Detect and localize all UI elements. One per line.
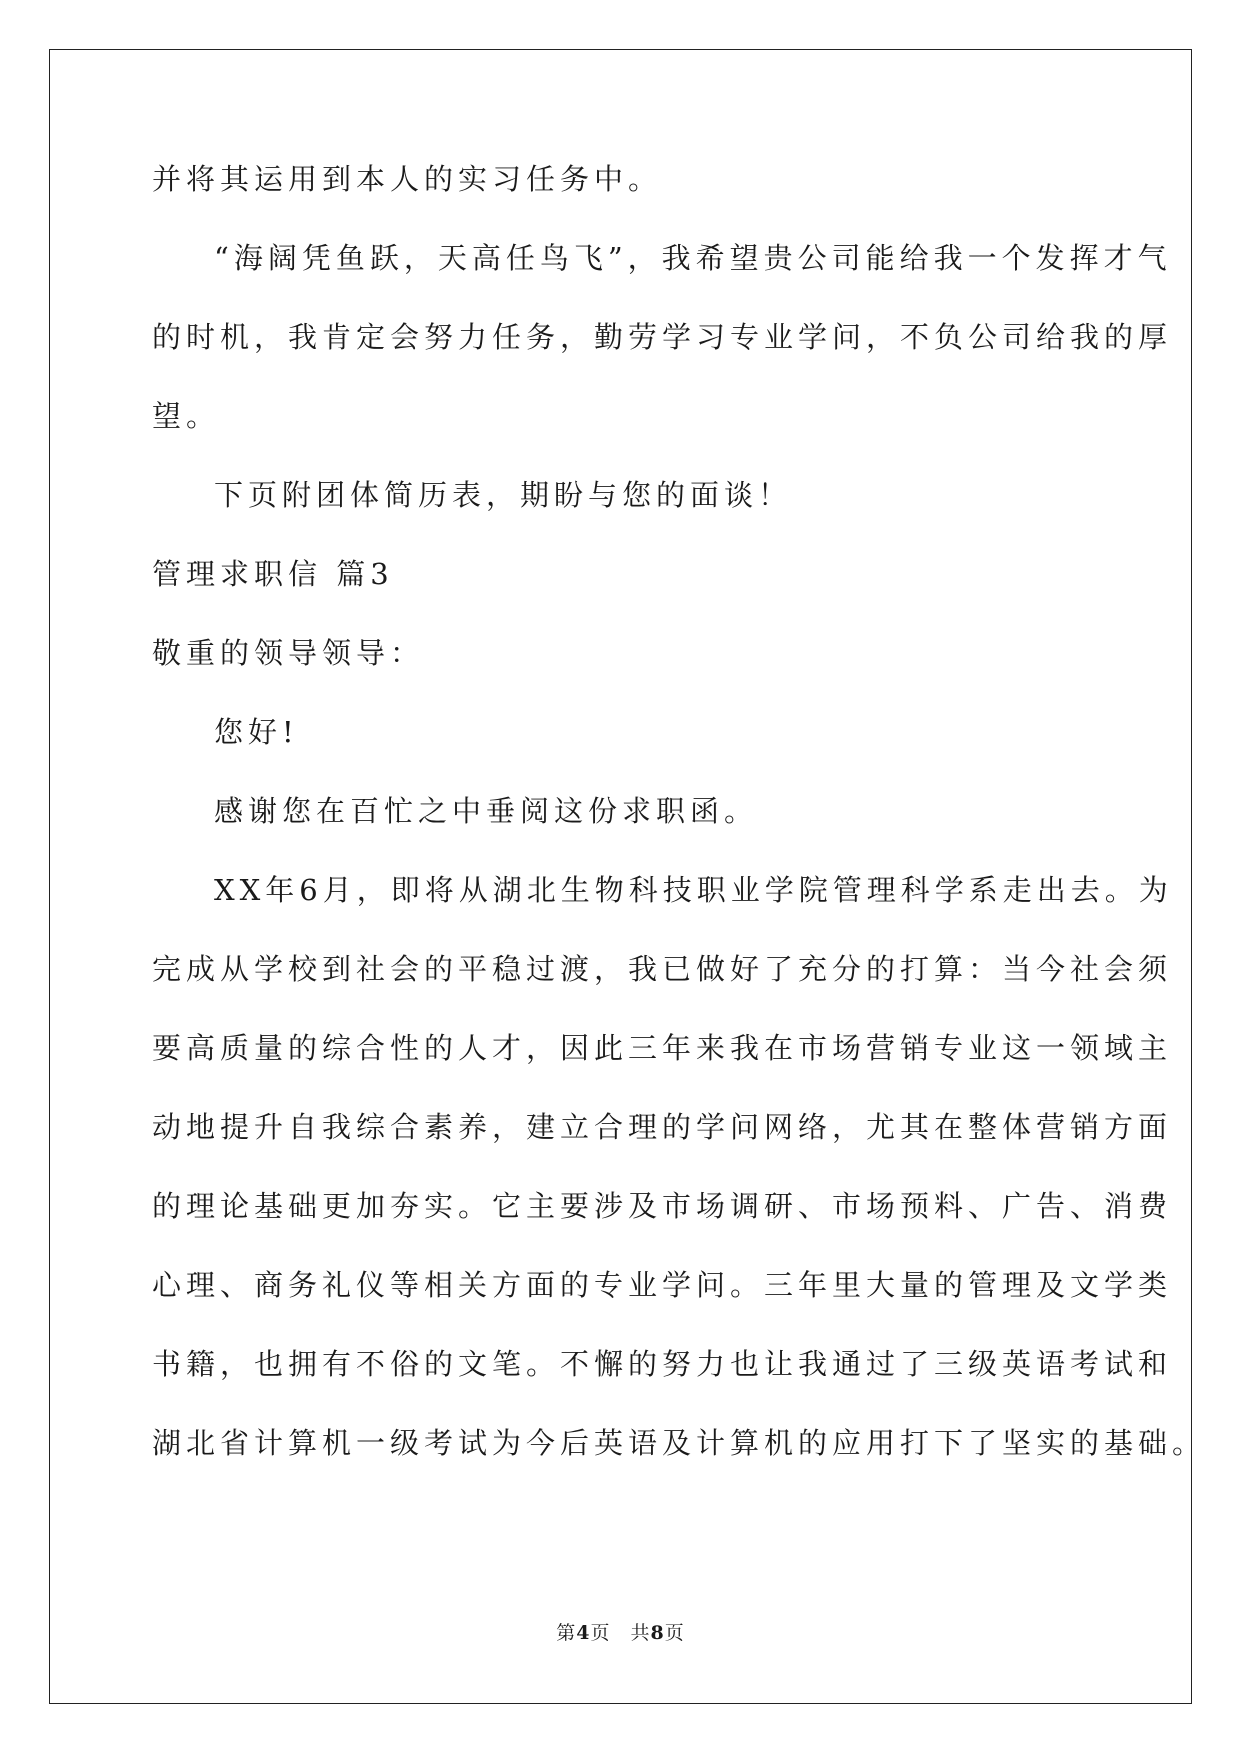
paragraph-line: “海阔凭鱼跃，天高任鸟飞”，我希望贵公司能给我一个发挥才气 (214, 241, 1172, 275)
paragraph-line: 的理论基础更加夯实。它主要涉及市场调研、市场预料、广告、消费 (152, 1189, 1173, 1223)
paragraph-line: 要高质量的综合性的人才，因此三年来我在市场营销专业这一领域主 (152, 1031, 1173, 1065)
paragraph-line: 并将其运用到本人的实习任务中。 (152, 162, 663, 196)
footer-prefix: 第 (556, 1622, 577, 1644)
footer-suffix: 页 (664, 1622, 685, 1644)
page-footer (0, 1618, 1241, 1645)
paragraph-line: 的时机，我肯定会努力任务，勤劳学习专业学问，不负公司给我的厚 (152, 320, 1173, 354)
paragraph-line: 心理、商务礼仪等相关方面的专业学问。三年里大量的管理及文学类 (152, 1268, 1173, 1302)
paragraph-line: 望。 (152, 399, 221, 433)
paragraph-line: 湖北省计算机一级考试为今后英语及计算机的应用打下了坚实的基础。 (152, 1426, 1207, 1460)
current-page-number: 4 (576, 1622, 591, 1644)
paragraph-line: 下页附团体简历表，期盼与您的面谈！ (214, 478, 793, 512)
section-heading: 管理求职信 篇3 (152, 557, 394, 591)
paragraph-line: XX年6月，即将从湖北生物科技职业学院管理科学系走出去。为 (214, 873, 1173, 907)
paragraph-line: 书籍，也拥有不俗的文笔。不懈的努力也让我通过了三级英语考试和 (152, 1347, 1173, 1381)
paragraph-line: 完成从学校到社会的平稳过渡，我已做好了充分的打算：当今社会须 (152, 952, 1173, 986)
paragraph-line: 动地提升自我综合素养，建立合理的学问网络，尤其在整体营销方面 (152, 1110, 1173, 1144)
total-pages-number: 8 (650, 1622, 665, 1644)
greeting: 您好! (214, 715, 299, 749)
salutation: 敬重的领导领导： (152, 636, 425, 670)
paragraph-line: 感谢您在百忙之中垂阅这份求职函。 (214, 794, 759, 828)
footer-middle: 页 共 (590, 1622, 651, 1644)
